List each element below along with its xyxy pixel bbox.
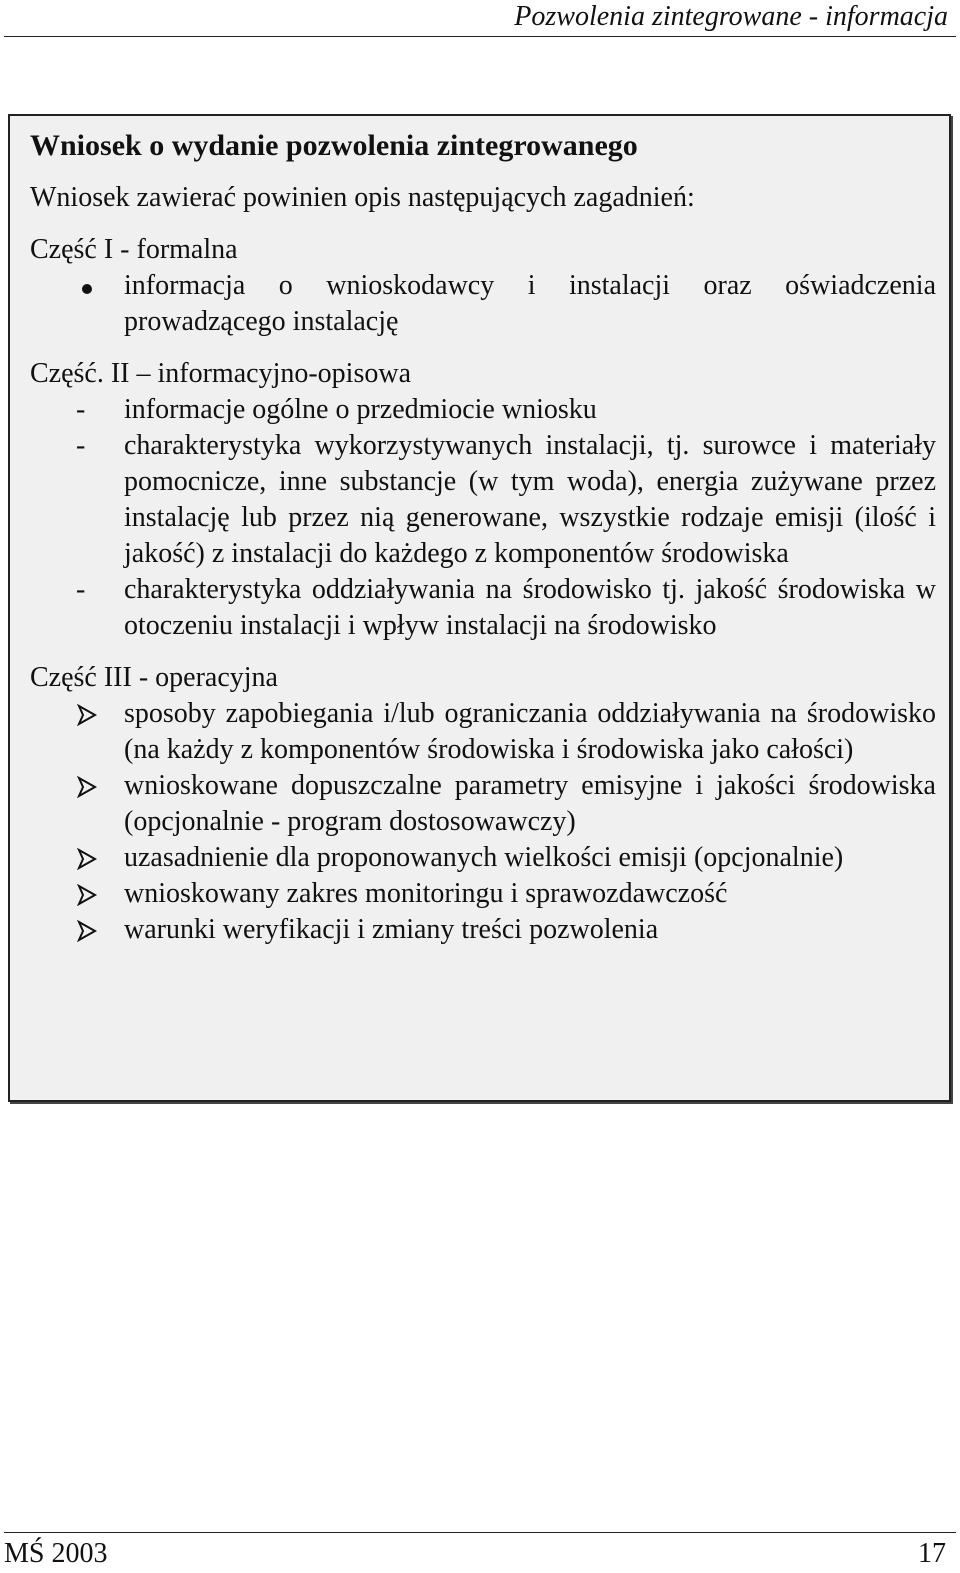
arrowhead-icon xyxy=(76,768,106,798)
part2-title: Część. II – informacyjno-opisowa xyxy=(30,358,411,389)
part1-item xyxy=(30,268,936,340)
part2-item xyxy=(30,392,936,428)
part3-item-text: warunki weryfikacji i zmiany treści pozwolenia xyxy=(124,914,659,945)
part3-item-text: sposoby zapobiegania i/lub ograniczania oddziaływania na środowisko (na każdy z komponentów środowiska i środowiska jako całości) xyxy=(124,698,936,765)
part1-item-text: informacja o wnioskodawcy i instalacji oraz oświadczenia prowadzącego instalację xyxy=(124,270,936,337)
part2-item-text: charakterystyka oddziaływania na środowisko tj. jakość środowiska w otoczeniu instalacji i wpływ instalacji na środowisko xyxy=(124,574,936,641)
part3-item-text: uzasadnienie dla proponowanych wielkości emisji (opcjonalnie) xyxy=(124,842,844,873)
part2-item-text: charakterystyka wykorzystywanych instalacji, tj. surowce i materiały pomocnicze, inne substancje (w tym woda), energia zużywane przez instalację lub przez nią generowane, wszystkie rodzaje emisji (ilość i jakość) z instalacji do każdego z komponentów środowiska xyxy=(124,430,936,569)
part3-item xyxy=(30,912,936,948)
part2-item xyxy=(30,428,936,572)
box-heading: Wniosek o wydanie pozwolenia zintegrowanego xyxy=(30,129,638,162)
part2-item-text: informacje ogólne o przedmiocie wniosku xyxy=(124,394,597,425)
part3-item xyxy=(30,696,936,768)
dash-marker: - xyxy=(76,574,86,605)
footer-left-text: MŚ 2003 xyxy=(4,1538,108,1569)
page-number: 17 xyxy=(918,1538,946,1569)
header-divider xyxy=(4,36,956,37)
footer-divider xyxy=(4,1532,956,1533)
part3-item xyxy=(30,876,936,912)
dash-marker: - xyxy=(76,430,86,461)
part3-item-text: wnioskowany zakres monitoringu i sprawozdawczość xyxy=(124,878,728,909)
bullet-icon xyxy=(76,268,106,304)
part2-item xyxy=(30,572,936,644)
part3-title: Część III - operacyjna xyxy=(30,662,278,693)
part3-item xyxy=(30,840,936,876)
intro-text: Wniosek zawierać powinien opis następujących zagadnień: xyxy=(30,182,695,213)
arrowhead-icon xyxy=(76,876,106,906)
arrowhead-icon xyxy=(76,840,106,870)
part1-title: Część I - formalna xyxy=(30,234,238,265)
page-header-title: Pozwolenia zintegrowane - informacja xyxy=(514,1,948,32)
arrowhead-icon xyxy=(76,912,106,942)
part3-item-text: wnioskowane dopuszczalne parametry emisyjne i jakości środowiska (opcjonalnie - program dostosowawczy) xyxy=(124,770,936,837)
arrowhead-icon xyxy=(76,696,106,726)
dash-marker: - xyxy=(76,394,86,425)
part3-item xyxy=(30,768,936,840)
content-box xyxy=(8,114,951,1102)
content-box-inner xyxy=(30,128,936,948)
